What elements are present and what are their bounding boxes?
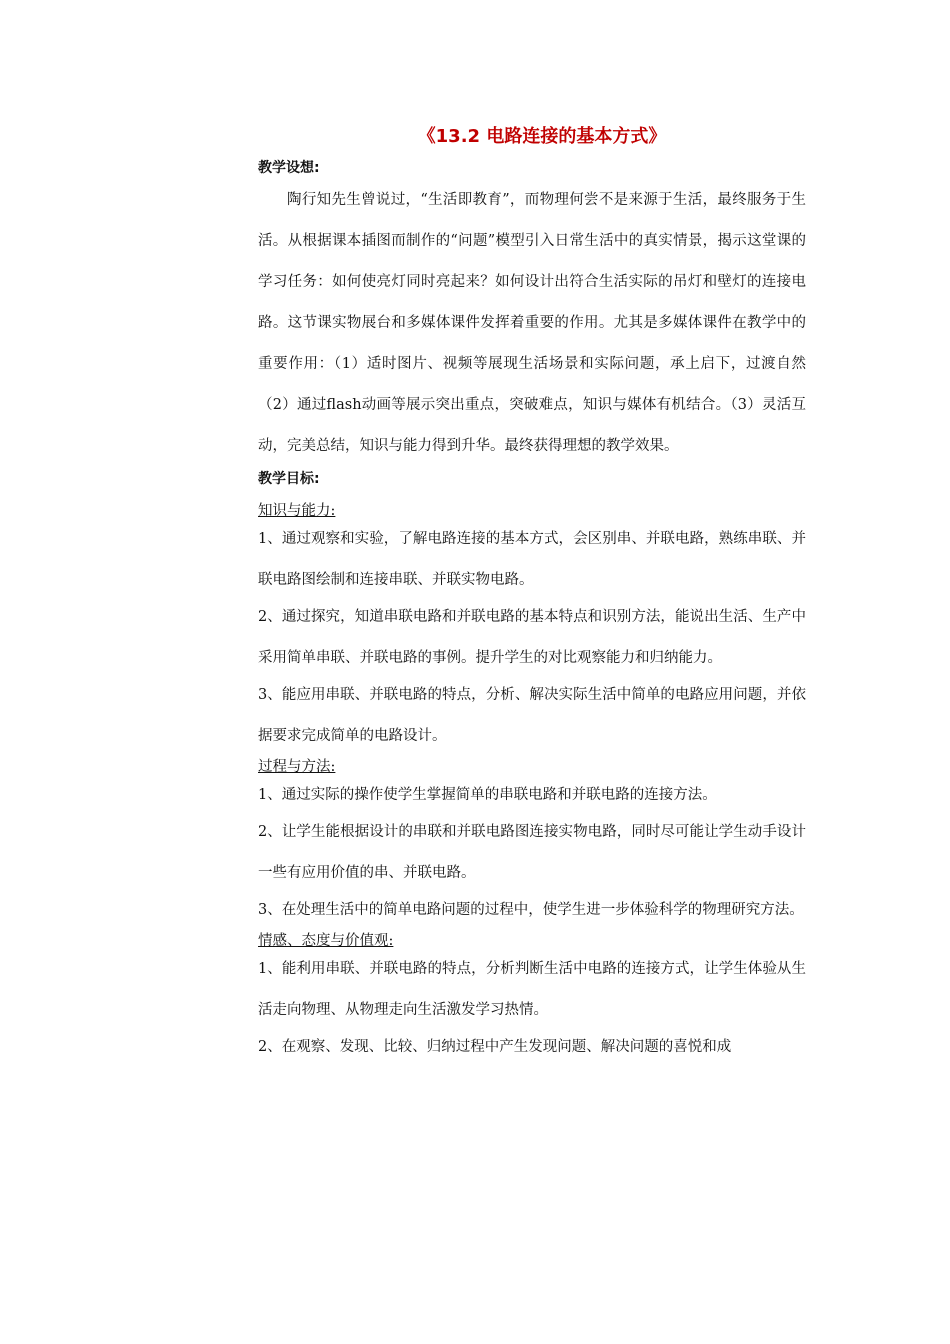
list-item: 1、通过观察和实验，了解电路连接的基本方式，会区别串、并联电路，熟练串联、并联电路图绘制和连接串联、并联实物电路。 bbox=[258, 531, 806, 588]
design-paragraph: 陶行知先生曾说过，“生活即教育”，而物理何尝不是来源于生活，最终服务于生活。从根据课本插图而制作的“问题”模型引入日常生活中的真实情景，揭示这堂课的学习任务：如何使亮灯同时亮起来？如何设计出符合生活实际的吊灯和壁灯的连接电路。这节课实物展台和多媒体课件发挥着重要的作用。尤其是多媒体课件在教学中的重要作用：（1）适时图片、视频等展现生活场景和实际问题，承上启下，过渡自然（2）通过flash动画等展示突出重点，突破难点，知识与媒体有机结合。（3）灵活互动，完美总结，知识与能力得到升华。最终获得理想的教学效果。 bbox=[258, 192, 806, 454]
design-heading: 教学设想: bbox=[258, 160, 320, 176]
section-subheading-attitude: 情感、态度与价值观: bbox=[258, 933, 394, 949]
document-title: 《13.2 电路连接的基本方式》 bbox=[417, 126, 667, 147]
list-item: 3、在处理生活中的简单电路问题的过程中，使学生进一步体验科学的物理研究方法。 bbox=[258, 902, 804, 918]
list-item: 2、让学生能根据设计的串联和并联电路图连接实物电路，同时尽可能让学生动手设计一些有应用价值的串、并联电路。 bbox=[258, 824, 806, 881]
list-item: 1、能利用串联、并联电路的特点，分析判断生活中电路的连接方式，让学生体验从生活走向物理、从物理走向生活激发学习热情。 bbox=[258, 961, 806, 1018]
list-item: 2、通过探究，知道串联电路和并联电路的基本特点和识别方法，能说出生活、生产中采用简单串联、并联电路的事例。提升学生的对比观察能力和归纳能力。 bbox=[258, 609, 806, 666]
list-item: 1、通过实际的操作使学生掌握简单的串联电路和并联电路的连接方法。 bbox=[258, 787, 717, 803]
goals-heading: 教学目标: bbox=[258, 471, 320, 487]
section-subheading-process: 过程与方法: bbox=[258, 759, 336, 775]
list-item: 2、在观察、发现、比较、归纳过程中产生发现问题、解决问题的喜悦和成 bbox=[258, 1039, 732, 1055]
section-subheading-knowledge: 知识与能力: bbox=[258, 503, 336, 519]
list-item: 3、能应用串联、并联电路的特点，分析、解决实际生活中简单的电路应用问题，并依据要求完成简单的电路设计。 bbox=[258, 687, 806, 744]
document-page bbox=[258, 124, 806, 1068]
